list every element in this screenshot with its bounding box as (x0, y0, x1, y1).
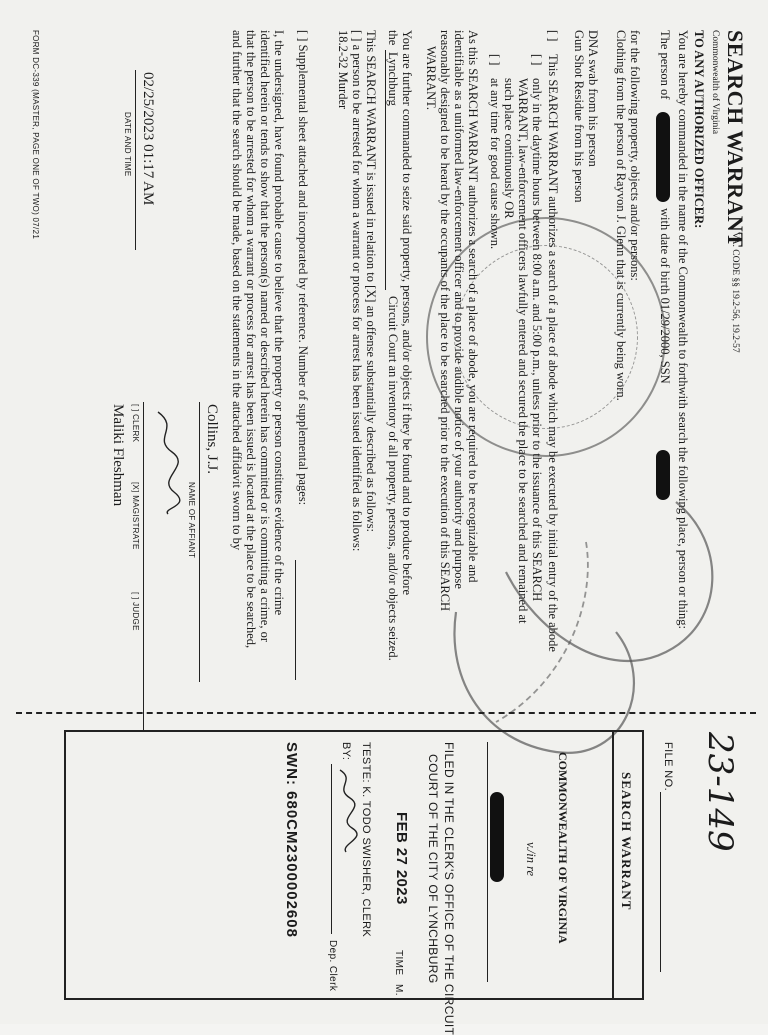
magistrate-signature (146, 408, 186, 518)
affiant-name: Collins, J.J. (204, 404, 220, 475)
form-identifier: FORM DC-339 (MASTER, PAGE ONE OF TWO) 07/21 (31, 30, 40, 240)
option1a-text-3: such place continuously OR (502, 78, 516, 219)
filed-time-label: TIME (393, 950, 404, 976)
file-number-line (660, 792, 661, 972)
file-number-label: FILE NO. (662, 742, 674, 792)
finding-line-3: that the person to be arrested for whom a warrant or process for arrest has been issued is located at the place to be searched, (244, 30, 258, 649)
file-stamp-panel (16, 712, 756, 1035)
magistrate-name: Maliki Fleshman (110, 404, 126, 507)
filed-stamp-date: FEB 27 2023 (393, 812, 410, 905)
panel-title-rule (612, 730, 614, 1000)
notice-line-1: As this SEARCH WARRANT authorizes a search of a place of abode, you are required to be recognizable and (466, 30, 480, 583)
option1b-text: at any time for good cause shown. (488, 78, 502, 250)
option1b-checkbox: [ ] (488, 54, 502, 66)
rotated-warrant-document (16, 12, 756, 1035)
finding-line-4: and further that the search should be made, based on the statements in the attached affidavit sworn to by (230, 30, 244, 551)
in-re-label: v./in re (524, 842, 538, 877)
issued-relation-line: This SEARCH WARRANT is issued in relation to [X] an offense substantially described as follows: (364, 30, 378, 533)
redaction-defendant (490, 792, 504, 882)
further-command-2: Circuit Court an inventory of all property, persons, and/or objects seized. (386, 296, 400, 661)
redaction-name (656, 112, 670, 202)
issue-date-time: 02/25/2023 01:17 AM (140, 72, 156, 206)
filed-stamp-line-2: COURT OF THE CITY OF LYNCHBURG (426, 754, 440, 984)
clothing-line: Clothing from the person of Rayvon J. Glenn that is currently being worn. (614, 30, 628, 401)
defendant-line (487, 742, 488, 982)
judge-checkbox: [ ] JUDGE (131, 592, 140, 631)
court-city: Lynchburg (386, 52, 400, 106)
swn-number: SWN: 680CM2300002608 (283, 742, 300, 938)
notice-line-2: identifiable as a uniformed law-enforcement officer and to provide audible notice of your authority and purpose (452, 30, 466, 589)
further-command-1: You are further commanded to seize said property, persons, and/or objects if they be found and to produce before (400, 30, 414, 596)
arrest-line: [ ] a person to be arrested for whom a warrant or process for arrest has been issued identified as follows: (350, 30, 364, 552)
further-command-the: the (386, 30, 400, 46)
finding-line-2: identified herein or tends to show that the person(s) named or described herein has committed or is committing a crime, or (258, 30, 272, 642)
date-caption: DATE AND TIME (123, 112, 132, 177)
filed-stamp-line-1: FILED IN THE CLERK'S OFFICE OF THE CIRCUIT (442, 742, 456, 1035)
teste-clerk: TESTE: K. TODO SWISHER, CLERK (360, 742, 372, 938)
panel-title: SEARCH WARRANT (619, 772, 634, 911)
commonwealth-label: COMMONWEALTH OF VIRGINIA (556, 752, 570, 944)
command-line: You are hereby commanded in the name of the Commonwealth to forthwith search the following place, person or thing: (676, 30, 690, 629)
deputy-clerk-line (331, 764, 332, 934)
dna-line: DNA swab from his person (586, 30, 600, 167)
supplemental-pages-line (295, 560, 296, 680)
date-line (135, 70, 136, 250)
finding-line-1: I, the undersigned, have found probable cause to believe that the property or person constitutes evidence of the crime (272, 30, 286, 616)
filed-m-label: M. (393, 984, 404, 996)
option1-text: This SEARCH WARRANT authorizes a search of a place of abode which may be executed by initial entry of the abode (546, 54, 560, 652)
code-reference: VA. CODE §§ 19.2-56, 19.2-57 (730, 232, 740, 353)
magistrate-checkbox: [X] MAGISTRATE (131, 482, 140, 550)
option1a-text: only in the daytime hours between 8:00 a.m. and 5:00 p.m., unless prior to the issuance of this SEARCH (530, 78, 544, 602)
dep-clerk-label: Dep. Clerk (327, 940, 338, 992)
for-following-line: for the following property, objects and/or persons: (628, 30, 642, 281)
signature-line (143, 402, 144, 732)
court-seal-inner (454, 245, 638, 429)
deputy-clerk-signature (330, 766, 360, 856)
warrant-title: SEARCH WARRANT (723, 30, 748, 248)
offense-description: 18.2-32 Murder (336, 30, 350, 110)
person-dob-line: with date of birth 01/29/2000, SSN (658, 208, 672, 384)
jurisdiction-label: Commonwealth of Virginia (710, 30, 720, 135)
option1-checkbox: [ ] (546, 30, 560, 42)
clerk-checkbox: [ ] CLERK (131, 404, 140, 443)
affiant-caption: NAME OF AFFIANT (187, 482, 196, 559)
file-number-handwritten: 23-149 (700, 732, 740, 852)
court-city-underline (385, 50, 386, 290)
supplemental-line: [ ] Supplemental sheet attached and incorporated by reference. Number of supplemental pages: (296, 30, 310, 506)
by-label: BY: (340, 742, 352, 761)
gsr-line: Gun Shot Residue from his person (572, 30, 586, 203)
person-prefix: The person of (658, 30, 672, 100)
option1a-text-2: WARRANT, law-enforcement officers lawfully entered and secured the place to be searched and remained at (516, 78, 530, 624)
notice-line-4: WARRANT. (424, 46, 438, 111)
affiant-line (199, 402, 200, 682)
to-officer-line: TO ANY AUTHORIZED OFFICER: (692, 30, 706, 229)
notice-line-3: reasonably designed to be heard by the occupants of the place to be searched prior to the execution of this SEARCH (438, 30, 452, 612)
option1a-checkbox: [ ] (530, 54, 544, 66)
